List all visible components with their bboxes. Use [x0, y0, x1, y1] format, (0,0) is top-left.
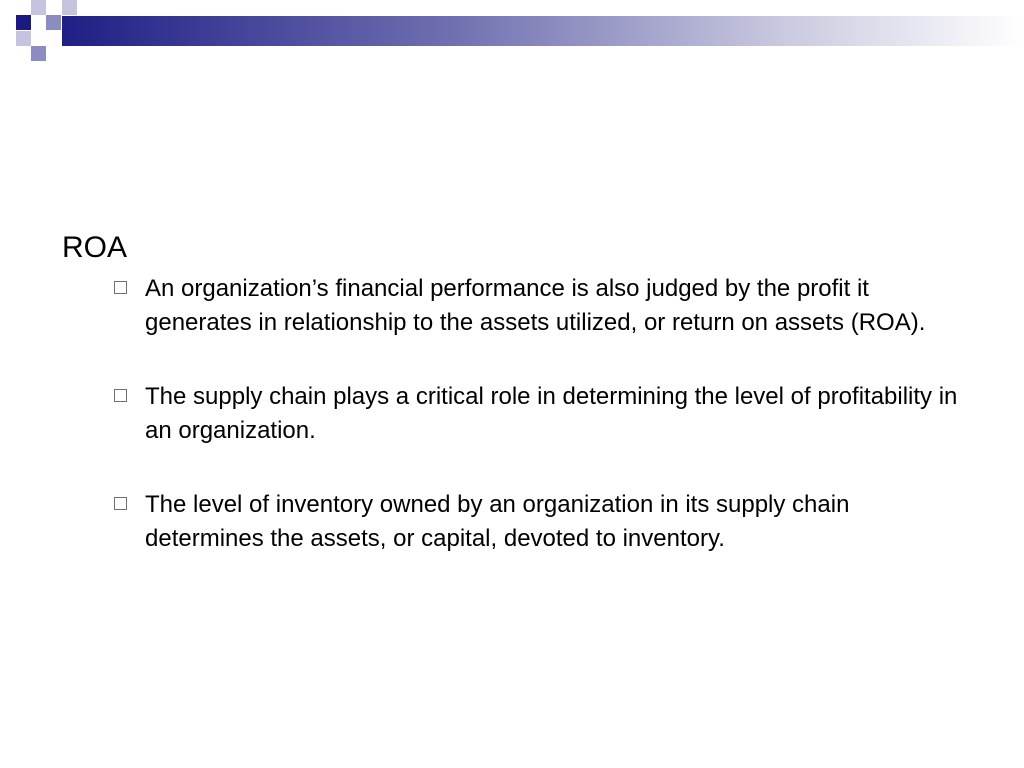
bullet-list [62, 272, 962, 556]
hollow-square-icon [114, 497, 127, 510]
hollow-square-icon [114, 389, 127, 402]
list-item [114, 272, 962, 340]
bullet-text: The level of inventory owned by an organization in its supply chain determines the assets, or capital, devoted to inventory. [145, 491, 850, 552]
decor-square-icon [16, 31, 31, 46]
slide-heading: ROA [62, 231, 128, 264]
slide-body [62, 228, 962, 556]
hollow-square-icon [114, 281, 127, 294]
decor-square-icon [31, 0, 46, 15]
decor-square-icon [31, 46, 46, 61]
list-item [114, 380, 962, 448]
bullet-text: An organization’s financial performance is also judged by the profit it generates in relationship to the assets utilized, or return on assets (ROA). [145, 275, 926, 336]
decor-square-icon [46, 15, 61, 30]
header-gradient-bar [62, 16, 1024, 46]
bullet-text: The supply chain plays a critical role in determining the level of profitability in an organization. [145, 383, 958, 444]
decor-square-icon [62, 0, 77, 15]
list-item [114, 488, 962, 556]
decor-square-icon [16, 15, 31, 30]
